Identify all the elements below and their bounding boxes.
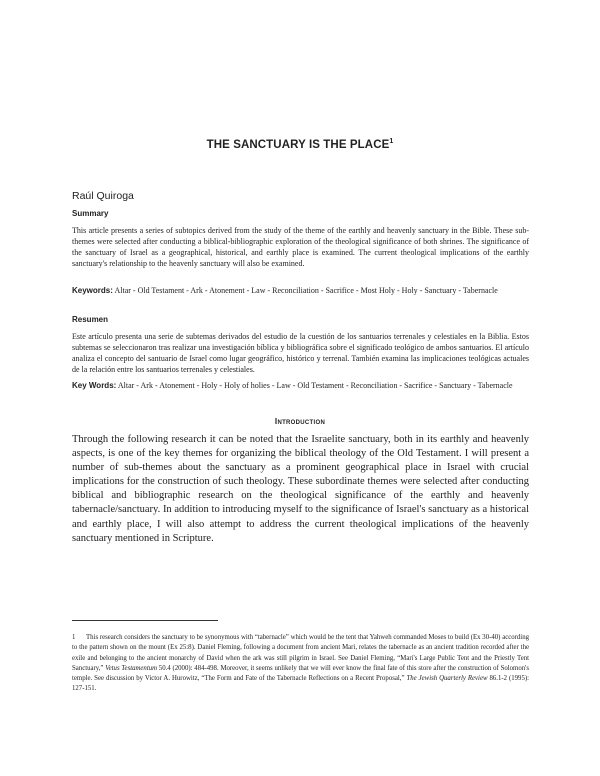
summary-heading: Summary bbox=[72, 209, 109, 218]
article-title bbox=[0, 138, 600, 151]
title-footnote-mark: 1 bbox=[389, 138, 394, 145]
summary-text: This article presents a series of subtopics derived from the study of the theme of the earthly and heavenly sanctuary in the Bible. These sub-themes were selected after conducting a biblical-bibliographic exploration of the theological significance of both shrines. The significance of the sanctuary of Israel as a geographical, historical, and earthly place is examined. The current theological implications of the earthly sanctuary's relationship to the heavenly sanctuary will also be examined. bbox=[72, 226, 529, 268]
summary-keywords bbox=[72, 285, 529, 296]
author-name: Raúl Quiroga bbox=[72, 190, 134, 202]
keywords-label: Keywords: bbox=[72, 286, 113, 295]
resumen-text: Este artículo presenta una serie de subtemas derivados del estudio de la cuestión de los santuarios terrenales y celestiales en la Biblia. Estos subtemas se seleccionaron tras realizar una investigación bíblica y bibliográfica sobre el significado teológico de ambos santuarios. El artículo analiza el concepto del santuario de Israel como lugar geográfico, histórico y terrenal. También examina las implicaciones teológicas actuales de la relación entre los santuarios terrenales y celestiales. bbox=[72, 332, 529, 374]
key-words-list: Altar - Ark - Atonement - Holy - Holy of holies - Law - Old Testament - Reconciliation - Sacrifice - Sanctuary - Tabernacle bbox=[116, 381, 513, 390]
footnote-part-2: 50.4 (2000): 484-498. Moreover, it seems unlikely that we will ever know the final fate of this store after the construction of Solomon's temple. See discussion by Victor A. Hurowitz, “The Form and Fate of the Tabernacle Reflections on a Recent Proposal,” bbox=[72, 664, 529, 683]
keywords-list: Altar - Old Testament - Ark - Atonement - Law - Reconciliation - Sacrifice - Most Holy - Holy - Sanctuary - Tabernacle bbox=[112, 286, 498, 295]
resumen-keywords bbox=[72, 380, 529, 391]
footnote-separator bbox=[72, 620, 218, 621]
footnote-part-1: This research considers the sanctuary to be synonymous with “tabernacle” which would be the tent that Yahweh commanded Moses to build (Ex 30-40) according to the pattern shown on the mount (Ex 25:8). Daniel Fleming, following a document from ancient Mari, relates the tabernacle as an ancient tradition recorded after the exile and belonging to the ancient monarchy of David when the ark was still pilgrim in Israel. See Daniel Fleming, “Mari's Large Public Tent and the Priestly Tent Sanctuary,” bbox=[72, 634, 529, 672]
footnote-journal-2: The Jewish Quarterly Review bbox=[406, 675, 488, 683]
footnote-mark: 1 bbox=[72, 634, 76, 641]
title-text: THE SANCTUARY IS THE PLACE bbox=[206, 138, 390, 151]
introduction-text: Through the following research it can be noted that the Israelite sanctuary, both in its earthly and heavenly aspects, is one of the key themes for organizing the biblical theology of the Old Testament. I will present a number of sub-themes about the sanctuary as a prominent geographical place in Israel with crucial implications for the construction of such theology. These subordinate themes were selected after conducting biblical and bibliographic research on the theological significance of the earthly and heavenly tabernacle/sanctuary. In addition to introducing myself to the significance of Israel's sanctuary as a historical and earthly place, I will also attempt to address the current theological implications of the heavenly sanctuary mentioned in Scripture. bbox=[72, 434, 529, 544]
key-words-label: Key Words: bbox=[72, 381, 117, 390]
footnote-1 bbox=[72, 633, 529, 695]
footnote-part-3: 86.1-2 (1995): 127-151. bbox=[72, 675, 529, 693]
resumen-heading: Resumen bbox=[72, 315, 109, 324]
introduction-heading: Introduction bbox=[274, 417, 326, 426]
footnote-journal-1: Vetus Testamentum bbox=[105, 664, 158, 672]
